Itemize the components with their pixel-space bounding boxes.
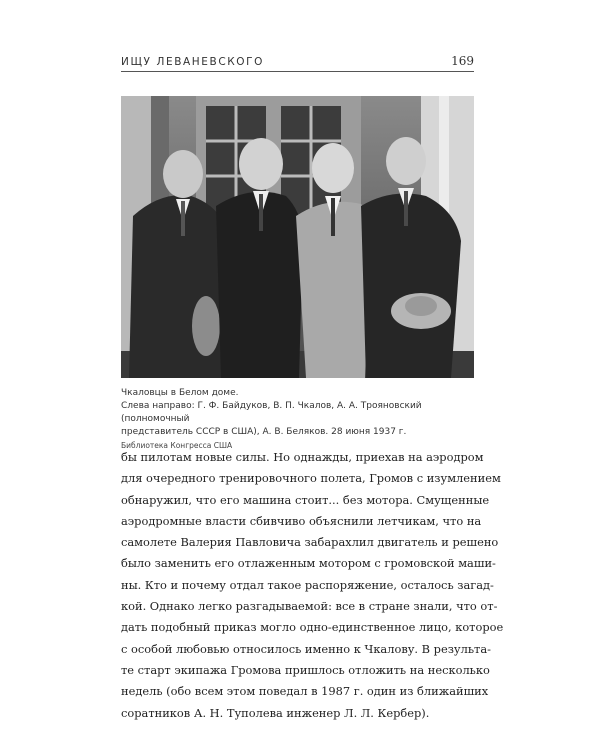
text-line: аэродромные власти сбивчиво объяснили летчикам, что на [121,513,482,528]
text-line: обнаружил, что его машина стоит... без мотора. Смущенные [121,492,490,507]
text-line: самолете Валерия Павловича забарахлил двигатель и решено [121,535,499,550]
text-line: было заменить его отлаженным мотором с громовской маши- [121,556,496,571]
text-line: бы пилотам новые силы. Но однажды, приехав на аэродром [121,450,484,464]
figure-caption [121,387,474,453]
header-rule [121,71,474,72]
text-line: дать подобный приказ могло одно-единственное лицо, которое [121,620,504,635]
caption-line-1: Слева направо: Г. Ф. Байдуков, В. П. Чкалов, А. А. Трояновский (полномочный [121,401,422,424]
running-head [121,54,474,68]
photo-illustration [121,96,474,378]
photo-credit: Библиотека Конгресса США [121,441,233,450]
text-line: для очередного тренировочного полета, Громов с изумлением [121,471,501,486]
page-number: 169 [451,54,474,68]
text-line: недель (обо всем этом поведал в 1987 г. один из ближайших [121,684,489,699]
text-line: кой. Однако легко разгадываемой: все в стране знали, что от- [121,599,498,614]
text-line: соратников А. Н. Туполева инженер Л. Л. Кербер). [121,705,430,720]
text-line: с особой любовью относилось именно к Чкалову. В результа- [121,641,491,656]
running-title: ИЩУ ЛЕВАНЕВСКОГО [121,56,265,68]
text-line: те старт экипажа Громова пришлось отложить на несколько [121,662,490,677]
archival-photo [121,96,474,378]
body-paragraph [121,447,504,724]
caption-title: Чкаловцы в Белом доме. [121,388,239,398]
caption-line-2: представитель СССР в США), А. В. Беляков. 28 июня 1937 г. [121,427,407,437]
text-line: ны. Кто и почему отдал такое распоряжение, осталось загад- [121,577,494,592]
